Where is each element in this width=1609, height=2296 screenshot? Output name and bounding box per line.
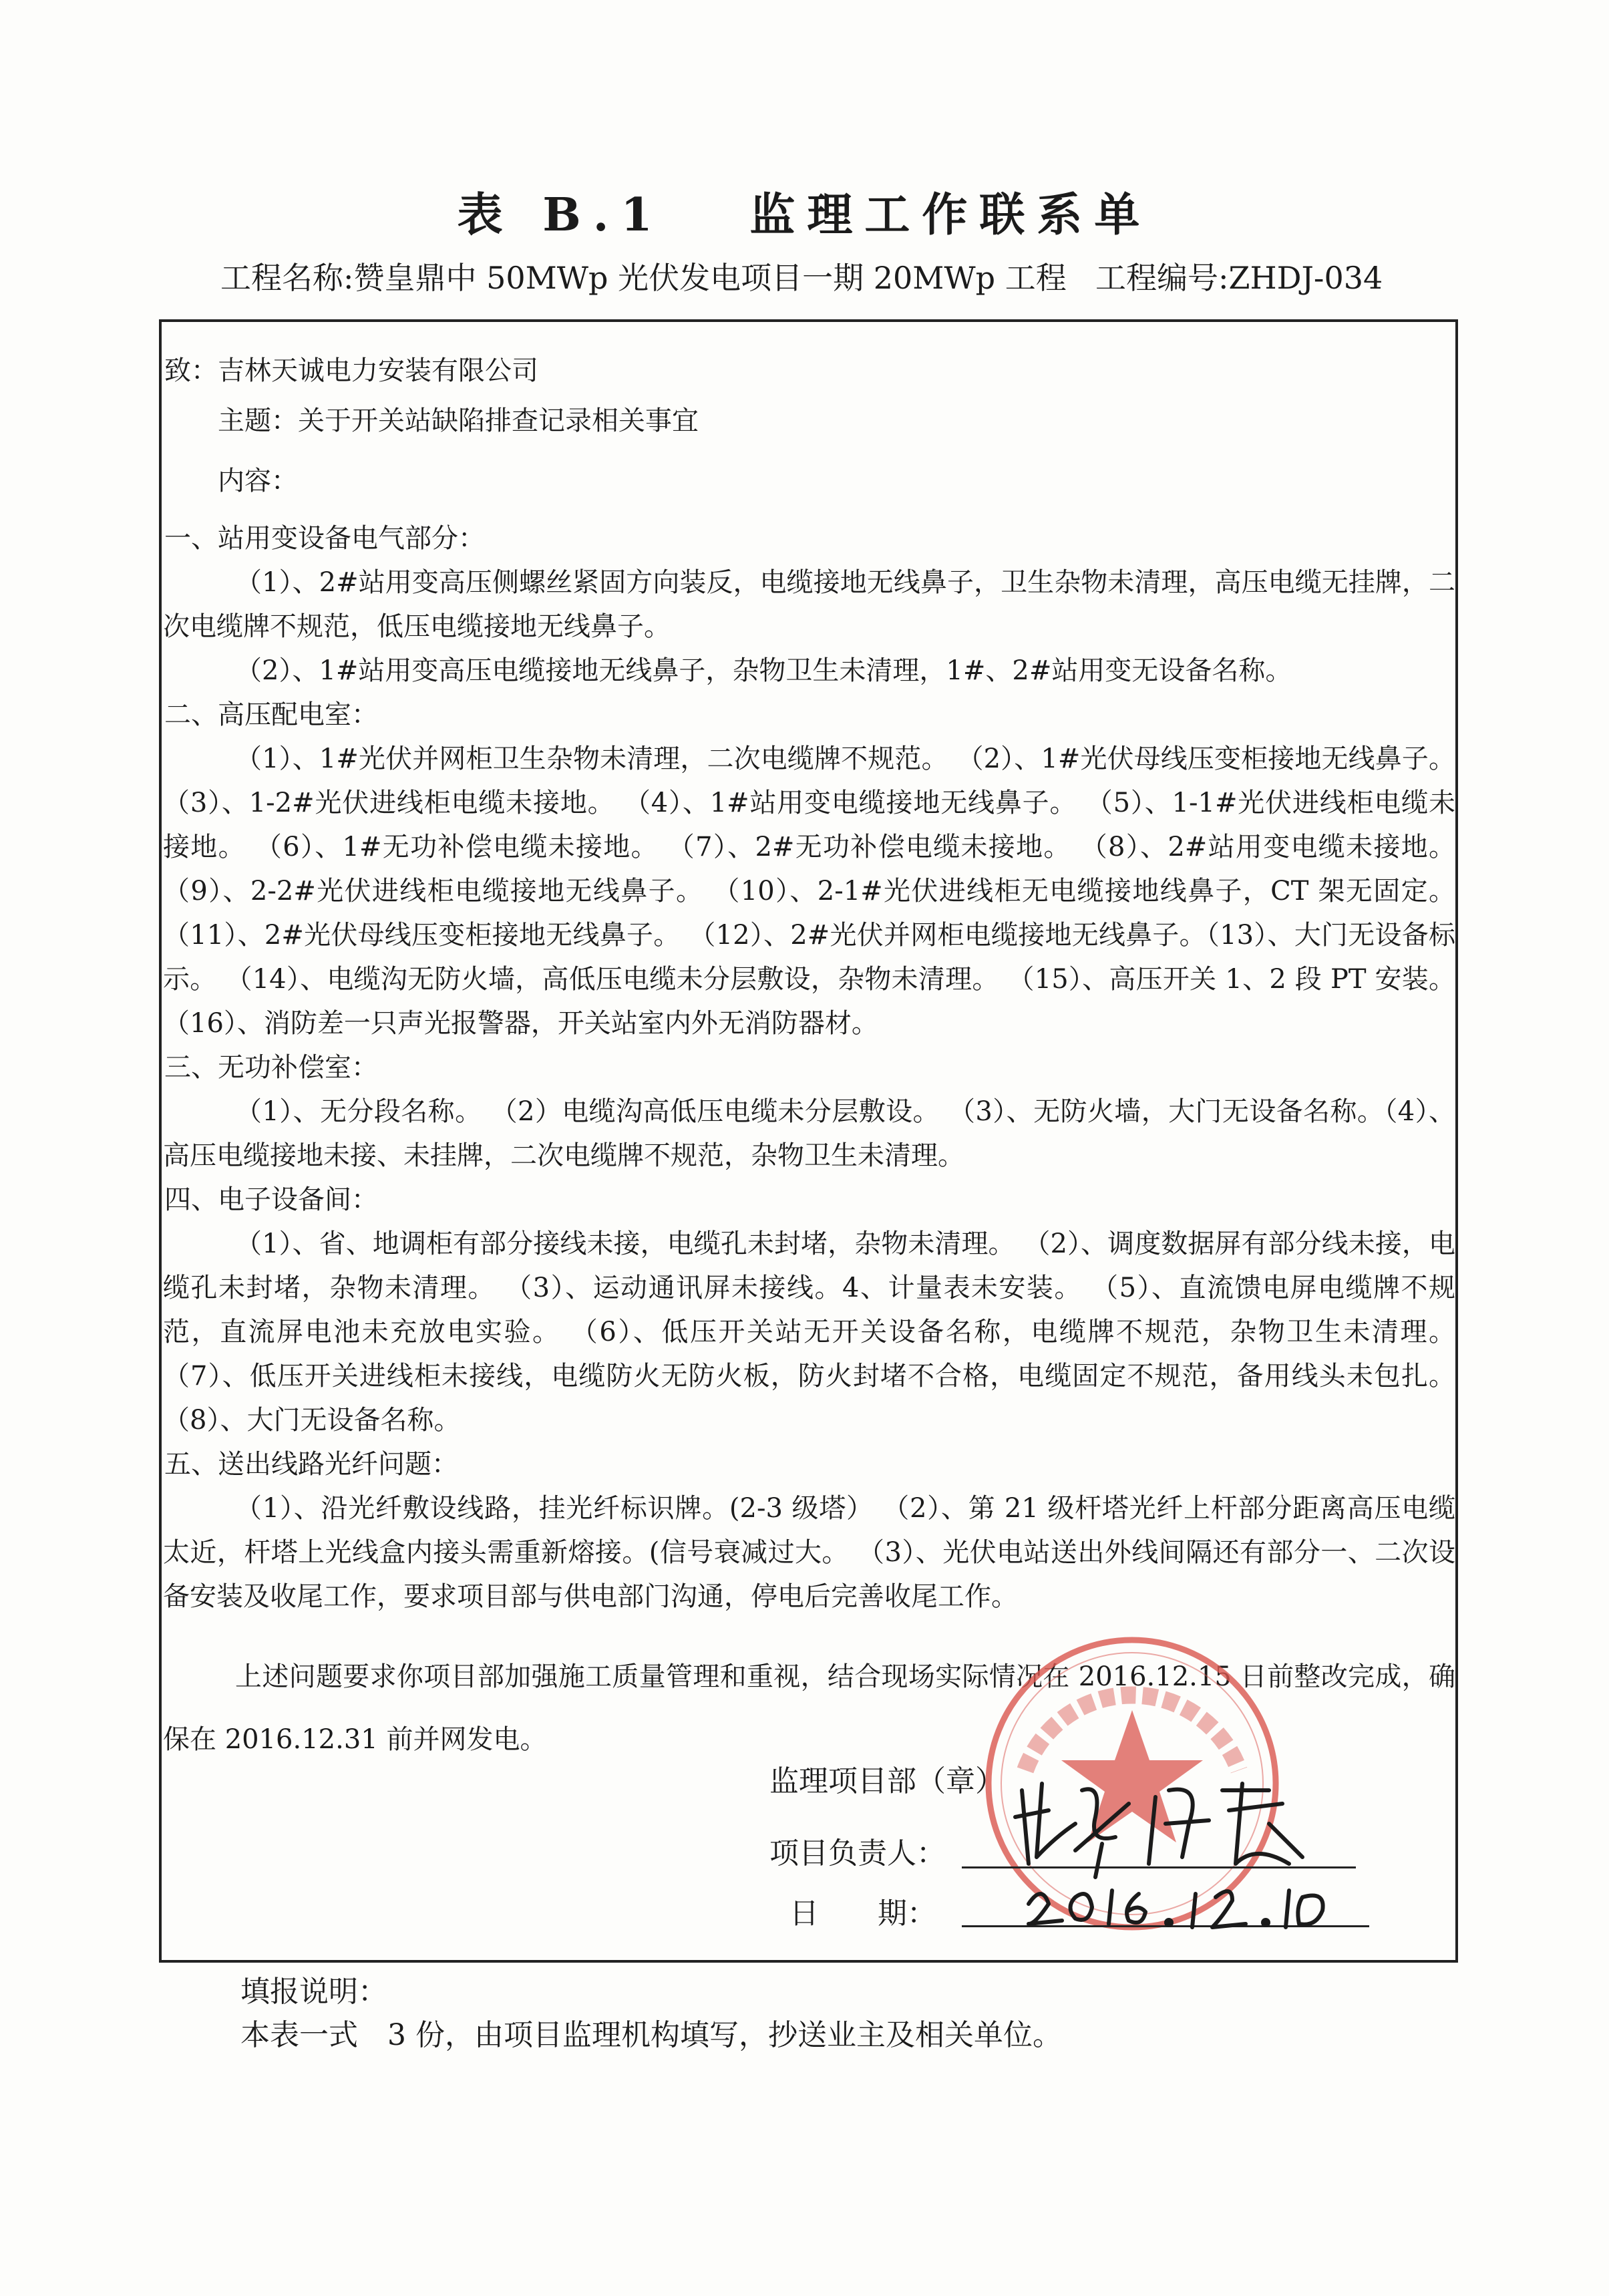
letter-body bbox=[163, 516, 1455, 1771]
section-1-heading: 一、站用变设备电气部分： bbox=[164, 523, 485, 554]
section-2-paragraph: （1）、1#光伏并网柜卫生杂物未清理，二次电缆牌不规范。 （2）、1#光伏母线压变柜接地无线鼻子。 （3）、1-2#光伏进线柜电缆未接地。 （4）、1#站用变电缆接地无线鼻子。 （5）、1-1#光伏进线柜电缆未接地。 （6）、1#无功补偿电缆未接地。 （7）、2#无功补偿电缆未接地。 （8）、2#站用变电缆未接地。 （9）、2-2#光伏进线柜电缆接地无线鼻子。 （10）、2-1#光伏进线柜无电缆接地线鼻子，CT 架无固定。 （11）、2#光伏母线压变柜接地无线鼻子。 （12）、2#光伏并网柜电缆接地无线鼻子。（13）、大门无设备标示。 （14）、电缆沟无防火墙，高低压电缆未分层敷设，杂物未清理。 （15）、高压开关 1、2 段 PT 安装。 （16）、消防差一只声光报警器，开关站室内外无消防器材。 bbox=[163, 744, 1455, 1039]
section-3-heading: 三、无功补偿室： bbox=[164, 1052, 378, 1083]
supervision-dept-label: 监理项目部（章） bbox=[769, 1764, 1005, 1798]
section-1-paragraph: （2）、1#站用变高压电缆接地无线鼻子，杂物卫生未清理，1#、2#站用变无设备名称。 bbox=[235, 655, 1292, 686]
section-5-paragraph: （1）、沿光纤敷设线路，挂光纤标识牌。(2-3 级塔） （2）、第 21 级杆塔光纤上杆部分距离高压电缆太近，杆塔上光线盒内接头需重新熔接。(信号衰减过大。 （3）、光伏电站送出外线间隔还有部分一、二次设备安装及收尾工作，要求项目部与供电部门沟通，停电后完善收尾工作。 bbox=[163, 1493, 1455, 1612]
section-4-paragraph: （1）、省、地调柜有部分接线未接，电缆孔未封堵，杂物未清理。 （2）、调度数据屏有部分线未接，电缆孔未封堵，杂物未清理。 （3）、运动通讯屏未接线。4、计量表未安装。 （5）、直流馈电屏电缆牌不规范，直流屏电池未充放电实验。 （6）、低压开关站无开关设备名称，电缆牌不规范，杂物卫生未清理。 （7）、低压开关进线柜未接线，电缆防火无防火板，防火封堵不合格，电缆固定不规范，备用线头未包扎。 （8）、大门无设备名称。 bbox=[163, 1228, 1455, 1436]
recipient: 致：吉林天诚电力安装有限公司 bbox=[164, 355, 538, 386]
date-label: 日 期： bbox=[789, 1897, 936, 1931]
subject-line: 主题：关于开关站缺陷排查记录相关事宜 bbox=[218, 405, 699, 436]
notes-title: 填报说明： bbox=[240, 1975, 387, 2009]
document-title: 表 B.1 监理工作联系单 bbox=[457, 188, 1152, 242]
content-label: 内容： bbox=[218, 466, 298, 496]
section-2-heading: 二、高压配电室： bbox=[164, 699, 378, 730]
section-1-paragraph: （1）、2#站用变高压侧螺丝紧固方向装反，电缆接地无线鼻子，卫生杂物未清理，高压电缆无挂牌，二次电缆牌不规范，低压电缆接地无线鼻子。 bbox=[163, 567, 1455, 642]
handwritten-signature bbox=[1002, 1764, 1376, 1937]
section-5-heading: 五、送出线路光纤问题： bbox=[164, 1449, 458, 1480]
section-3-paragraph: （1）、无分段名称。 （2）电缆沟高低压电缆未分层敷设。 （3）、无防火墙，大门无设备名称。（4）、高压电缆接地未接、未挂牌，二次电缆牌不规范，杂物卫生未清理。 bbox=[163, 1096, 1455, 1171]
project-leader-label: 项目负责人： bbox=[769, 1836, 946, 1870]
section-4-heading: 四、电子设备间： bbox=[164, 1184, 378, 1215]
closing-paragraph: 上述问题要求你项目部加强施工质量管理和重视，结合现场实际情况在 2016.12.15 日前整改完成，确保在 2016.12.31 前并网发电。 bbox=[163, 1661, 1455, 1755]
notes-body: 本表一式 3 份，由项目监理机构填写，抄送业主及相关单位。 bbox=[240, 2018, 1062, 2052]
project-name: 工程名称:赞皇鼎中 50MWp 光伏发电项目一期 20MWp 工程 bbox=[220, 260, 1067, 296]
project-number: 工程编号:ZHDJ-034 bbox=[1095, 260, 1383, 296]
